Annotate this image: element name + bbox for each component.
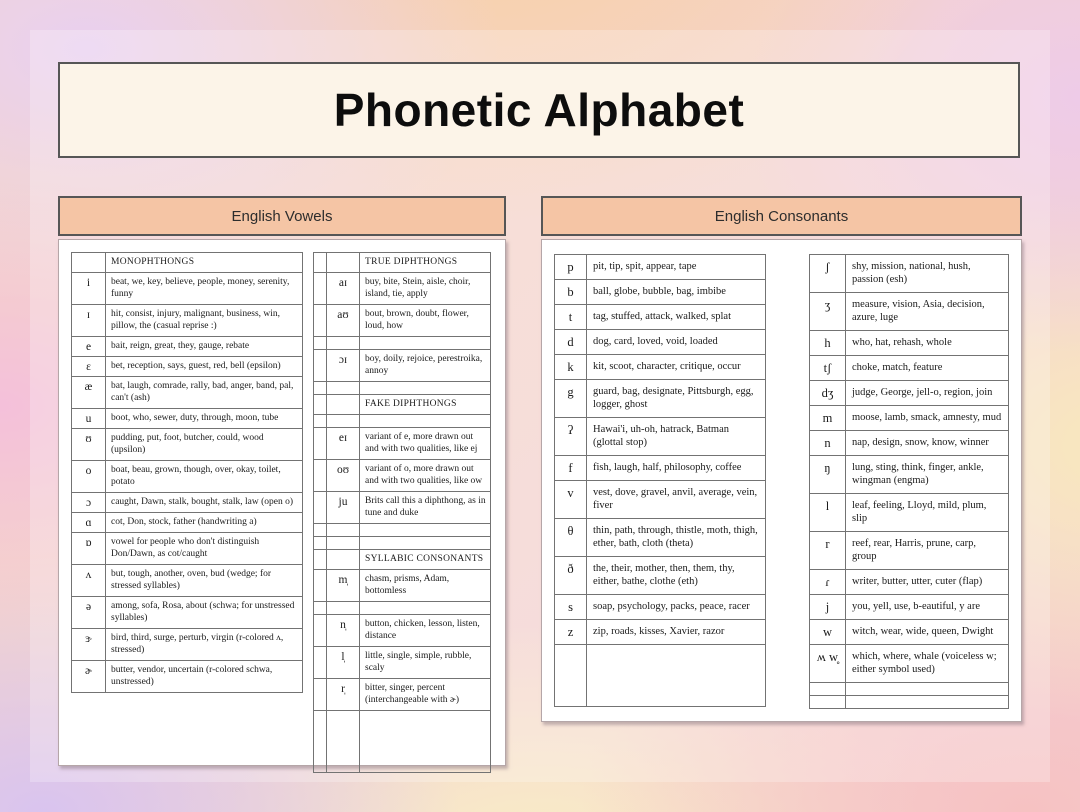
table-blank-row [314,382,491,395]
ipa-symbol [810,683,846,696]
example-words [846,683,1009,696]
table-row [314,615,491,647]
spacer-cell [314,382,327,395]
table-subheader-row [314,395,491,415]
table-row [810,381,1009,406]
spacer-cell [314,602,327,615]
example-words: tag, stuffed, attack, walked, splat [587,305,766,330]
example-words: choke, match, feature [846,356,1009,381]
table-row [810,356,1009,381]
example-words: bout, brown, doubt, flower, loud, how [360,305,491,337]
example-words: who, hat, rehash, whole [846,331,1009,356]
example-words: fish, laugh, half, philosophy, coffee [587,456,766,481]
ipa-symbol: ju [327,492,360,524]
ipa-symbol [555,645,587,707]
table-blank-row [314,524,491,537]
table-blank-row [810,683,1009,696]
table-row [314,273,491,305]
vowels-monophthongs-table [71,252,303,693]
example-words [360,337,491,350]
example-words [360,524,491,537]
table-row [314,305,491,337]
table-subheader-row [72,253,303,273]
spacer-cell [314,305,327,337]
ipa-symbol: ʃ [810,255,846,293]
ipa-symbol: b [555,280,587,305]
subheader-label: TRUE DIPHTHONGS [360,253,491,273]
table-row [72,409,303,429]
example-words: leaf, feeling, Lloyd, mild, plum, slip [846,494,1009,532]
table-row [810,595,1009,620]
consonants-left-table [554,254,766,707]
ipa-symbol: ʔ [555,418,587,456]
ipa-symbol: r̩ [327,679,360,711]
vowels-section-title: English Vowels [231,207,333,225]
table-row [72,597,303,629]
example-words [360,382,491,395]
table-row [314,647,491,679]
example-words: Brits call this a diphthong, as in tune and duke [360,492,491,524]
example-words [846,696,1009,709]
example-words: ball, globe, bubble, bag, imbibe [587,280,766,305]
table-row [810,570,1009,595]
table-row [555,330,766,355]
spacer-cell [314,550,327,570]
spacer-cell [314,253,327,273]
ipa-symbol: m̩ [327,570,360,602]
example-words: chasm, prisms, Adam, bottomless [360,570,491,602]
table-subheader-row [314,550,491,570]
ipa-symbol: ə [72,597,106,629]
subheader-label: FAKE DIPHTHONGS [360,395,491,415]
table-row [72,513,303,533]
ipa-symbol: eɪ [327,428,360,460]
table-row [810,620,1009,645]
ipa-symbol: ɔɪ [327,350,360,382]
ipa-symbol: θ [555,519,587,557]
vowels-panel [58,239,506,766]
example-words [360,711,491,773]
spacer-cell [314,537,327,550]
example-words [360,602,491,615]
table-row [555,620,766,645]
ipa-symbol: d [555,330,587,355]
vowels-section-header [58,196,506,236]
spacer-cell [314,711,327,773]
table-blank-row [810,696,1009,709]
ipa-symbol [327,711,360,773]
ipa-symbol: ʒ [810,293,846,331]
ipa-symbol: ŋ [810,456,846,494]
example-words: you, yell, use, b-eautiful, y are [846,595,1009,620]
table-row [72,377,303,409]
example-words: lung, sting, think, finger, ankle, wingman (engma) [846,456,1009,494]
ipa-symbol: f [555,456,587,481]
table-row [555,355,766,380]
ipa-symbol: ɒ [72,533,106,565]
table-row [810,645,1009,683]
spacer-cell [314,460,327,492]
ipa-symbol [327,524,360,537]
ipa-symbol: m [810,406,846,431]
example-words: bet, reception, says, guest, red, bell (epsilon) [106,357,303,377]
ipa-symbol: h [810,331,846,356]
table-row [555,255,766,280]
ipa-symbol [810,696,846,709]
ipa-symbol: ɾ [810,570,846,595]
table-row [314,679,491,711]
ipa-symbol [72,253,106,273]
example-words: but, tough, another, oven, bud (wedge; for stressed syllables) [106,565,303,597]
example-words: bait, reign, great, they, gauge, rebate [106,337,303,357]
example-words: soap, psychology, packs, peace, racer [587,595,766,620]
table-subheader-row [314,253,491,273]
ipa-symbol [327,415,360,428]
table-row [810,532,1009,570]
ipa-symbol: w [810,620,846,645]
ipa-symbol: ʌ [72,565,106,597]
table-blank-row [314,602,491,615]
example-words: dog, card, loved, void, loaded [587,330,766,355]
example-words: butter, vendor, uncertain (r-colored schwa, unstressed) [106,661,303,693]
table-row [810,255,1009,293]
table-row [314,570,491,602]
ipa-symbol: ð [555,557,587,595]
consonants-panel [541,239,1022,722]
consonants-right-table [809,254,1009,709]
ipa-symbol [327,337,360,350]
example-words: boy, doily, rejoice, perestroika, annoy [360,350,491,382]
spacer-cell [314,273,327,305]
example-words: witch, wear, wide, queen, Dwight [846,620,1009,645]
table-row [810,406,1009,431]
example-words: kit, scoot, character, critique, occur [587,355,766,380]
table-row [810,456,1009,494]
ipa-symbol: v [555,481,587,519]
table-blank-row [314,337,491,350]
table-blank-row [314,537,491,550]
example-words: vowel for people who don't distinguish Don/Dawn, as cot/caught [106,533,303,565]
example-words [360,537,491,550]
table-blank-row [314,415,491,428]
table-row [314,492,491,524]
subheader-label: SYLLABIC CONSONANTS [360,550,491,570]
table-row [72,357,303,377]
table-row [72,429,303,461]
ipa-symbol [327,550,360,570]
table-row [555,519,766,557]
example-words: guard, bag, designate, Pittsburgh, egg, logger, ghost [587,380,766,418]
ipa-symbol: aʊ [327,305,360,337]
example-words: button, chicken, lesson, listen, distance [360,615,491,647]
spacer-cell [314,492,327,524]
example-words: beat, we, key, believe, people, money, serenity, funny [106,273,303,305]
ipa-symbol [327,395,360,415]
example-words: reef, rear, Harris, prune, carp, group [846,532,1009,570]
ipa-symbol: g [555,380,587,418]
ipa-symbol [327,537,360,550]
table-row [810,494,1009,532]
table-row [555,456,766,481]
ipa-symbol: ʍ w̥ [810,645,846,683]
table-row [72,461,303,493]
table-row [314,350,491,382]
subheader-label: MONOPHTHONGS [106,253,303,273]
example-words: measure, vision, Asia, decision, azure, luge [846,293,1009,331]
ipa-symbol: ɚ [72,661,106,693]
spacer-cell [314,647,327,679]
example-words: judge, George, jell-o, region, join [846,381,1009,406]
table-blank-row [314,711,491,773]
example-words: variant of o, more drawn out and with two qualities, like ow [360,460,491,492]
table-row [810,293,1009,331]
ipa-symbol: ʊ [72,429,106,461]
ipa-symbol [327,382,360,395]
example-words: boot, who, sewer, duty, through, moon, tube [106,409,303,429]
table-row [555,418,766,456]
ipa-symbol: æ [72,377,106,409]
table-row [555,305,766,330]
table-row [555,557,766,595]
example-words: bat, laugh, comrade, rally, bad, anger, band, pal, can't (ash) [106,377,303,409]
table-row [72,661,303,693]
example-words: hit, consist, injury, malignant, business, win, pillow, the (casual reprise :) [106,305,303,337]
ipa-symbol: ɔ [72,493,106,513]
example-words: buy, bite, Stein, aisle, choir, island, tie, apply [360,273,491,305]
ipa-symbol: z [555,620,587,645]
spacer-cell [314,395,327,415]
table-row [72,533,303,565]
ipa-symbol [327,253,360,273]
table-row [72,273,303,305]
ipa-symbol: ɛ [72,357,106,377]
ipa-symbol: ɪ [72,305,106,337]
example-words: little, single, simple, rubble, scaly [360,647,491,679]
example-words: zip, roads, kisses, Xavier, razor [587,620,766,645]
ipa-symbol: ɝ [72,629,106,661]
example-words: pit, tip, spit, appear, tape [587,255,766,280]
ipa-symbol: aɪ [327,273,360,305]
table-row [555,595,766,620]
ipa-symbol: l̩ [327,647,360,679]
table-row [555,280,766,305]
table-row [810,331,1009,356]
ipa-symbol: o [72,461,106,493]
example-words: boat, beau, grown, though, over, okay, toilet, potato [106,461,303,493]
spacer-cell [314,615,327,647]
example-words: bitter, singer, percent (interchangeable with ɚ) [360,679,491,711]
example-words: variant of e, more drawn out and with two qualities, like ej [360,428,491,460]
consonants-columns [554,254,1009,707]
table-row [555,481,766,519]
vowels-columns [71,252,493,753]
consonants-section-title: English Consonants [714,207,849,225]
table-row [72,305,303,337]
ipa-symbol: j [810,595,846,620]
ipa-symbol: p [555,255,587,280]
ipa-symbol: n̩ [327,615,360,647]
example-words: shy, mission, national, hush, passion (esh) [846,255,1009,293]
spacer-cell [314,524,327,537]
ipa-symbol: l [810,494,846,532]
ipa-symbol: dʒ [810,381,846,406]
page-title: Phonetic Alphabet [333,84,745,136]
ipa-symbol: s [555,595,587,620]
table-row [810,431,1009,456]
example-words [587,645,766,707]
ipa-symbol: r [810,532,846,570]
ipa-symbol: i [72,273,106,305]
spacer-cell [314,415,327,428]
example-words: thin, path, through, thistle, moth, thigh, ether, bath, cloth (theta) [587,519,766,557]
spacer-cell [314,570,327,602]
example-words: which, where, whale (voiceless w; either symbol used) [846,645,1009,683]
ipa-symbol: oʊ [327,460,360,492]
ipa-symbol: tʃ [810,356,846,381]
table-row [72,629,303,661]
table-row [555,380,766,418]
ipa-symbol: u [72,409,106,429]
example-words: bird, third, surge, perturb, virgin (r-colored ʌ, stressed) [106,629,303,661]
consonants-section-header [541,196,1022,236]
table-row [72,565,303,597]
example-words: caught, Dawn, stalk, bought, stalk, law (open o) [106,493,303,513]
ipa-symbol: e [72,337,106,357]
example-words: among, sofa, Rosa, about (schwa; for unstressed syllables) [106,597,303,629]
spacer-cell [314,337,327,350]
example-words: the, their, mother, then, them, thy, either, bathe, clothe (eth) [587,557,766,595]
spacer-cell [314,679,327,711]
table-row [72,493,303,513]
example-words: vest, dove, gravel, anvil, average, vein, fiver [587,481,766,519]
example-words [360,415,491,428]
ipa-symbol: t [555,305,587,330]
page-title-card [58,62,1020,158]
ipa-symbol: n [810,431,846,456]
table-blank-row [555,645,766,707]
ipa-symbol [327,602,360,615]
ipa-symbol: k [555,355,587,380]
spacer-cell [314,350,327,382]
example-words: moose, lamb, smack, amnesty, mud [846,406,1009,431]
vowels-diphthongs-table [313,252,491,773]
example-words: writer, butter, utter, cuter (flap) [846,570,1009,595]
ipa-symbol: ɑ [72,513,106,533]
table-row [72,337,303,357]
example-words: cot, Don, stock, father (handwriting a) [106,513,303,533]
table-row [314,460,491,492]
spacer-cell [314,428,327,460]
example-words: pudding, put, foot, butcher, could, wood (upsilon) [106,429,303,461]
example-words: nap, design, snow, know, winner [846,431,1009,456]
example-words: Hawai'i, uh-oh, hatrack, Batman (glottal stop) [587,418,766,456]
table-row [314,428,491,460]
